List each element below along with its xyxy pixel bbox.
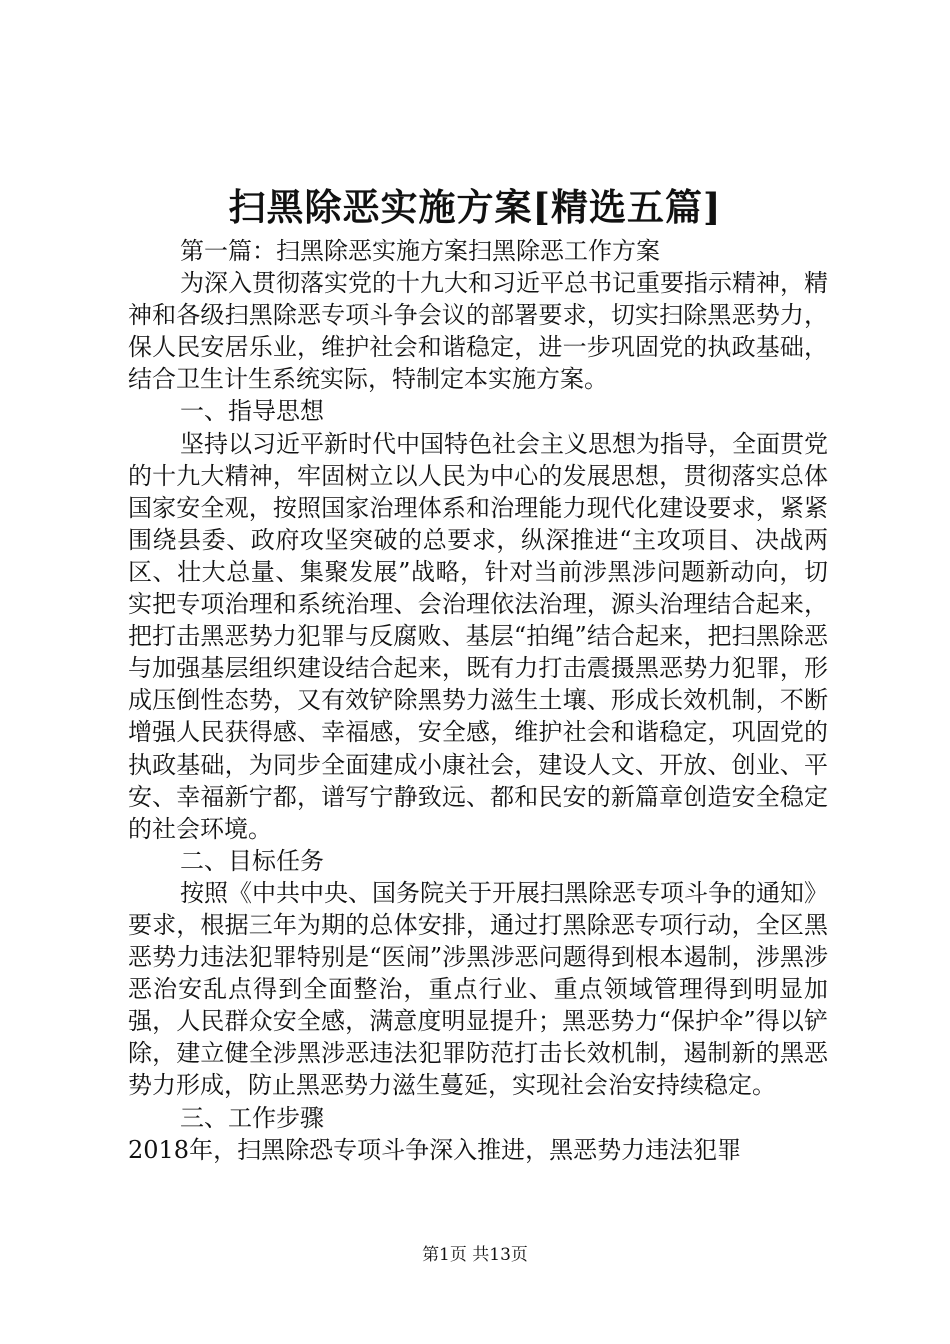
work-steps-paragraph: 2018年，扫黑除恐专项斗争深入推进，黑恶势力违法犯罪: [128, 1135, 742, 1164]
document-title: 扫黑除恶实施方案[精选五篇]: [228, 185, 722, 229]
section-heading-guiding-ideology: 一、指导思想: [180, 397, 324, 426]
intro-paragraph: 为深入贯彻落实党的十九大和习近平总书记重要指示精神，精神和各级扫黑除恶专项斗争会议的部署要求，切实扫除黑恶势力，保人民安居乐业，维护社会和谐稳定，进一步巩固党的执政基础，结合卫生计生系统实际，特制定本实施方案。: [128, 269, 828, 394]
section-heading-part-one: 第一篇：扫黑除恶实施方案扫黑除恶工作方案: [180, 237, 660, 265]
section-heading-goals: 二、目标任务: [180, 846, 324, 875]
goals-paragraph: 按照《中共中央、国务院关于开展扫黑除恶专项斗争的通知》要求，根据三年为期的总体安排，通过打黑除恶专项行动，全区黑恶势力违法犯罪特别是“医闹”涉黑涉恶问题得到根本遏制，涉黑涉恶治安乱点得到全面整治，重点行业、重点领域管理得到明显加强，人民群众安全感，满意度明显提升；黑恶势力“保护伞”得以铲除，建立健全涉黑涉恶违法犯罪防范打击长效机制，遏制新的黑恶势力形成，防止黑恶势力滋生蔓延，实现社会治安持续稳定。: [128, 878, 828, 1100]
page-number-footer: 第1页 共13页: [422, 1245, 528, 1265]
section-heading-work-steps: 三、工作步骤: [180, 1103, 324, 1132]
guiding-ideology-paragraph: 坚持以习近平新时代中国特色社会主义思想为指导，全面贯党的十九大精神，牢固树立以人民为中心的发展思想，贯彻落实总体国家安全观，按照国家治理体系和治理能力现代化建设要求，紧紧围绕县委、政府攻坚突破的总要求，纵深推进“主攻项目、决战两区、壮大总量、集聚发展”战略，针对当前涉黑涉问题新动向，切实把专项治理和系统治理、会治理依法治理，源头治理结合起来，把打击黑恶势力犯罪与反腐败、基层“拍绳”结合起来，把扫黑除恶与加强基层组织建设结合起来，既有力打击震摄黑恶势力犯罪，形成压倒性态势，又有效铲除黑势力滋生土壤、形成长效机制，不断增强人民获得感、幸福感，安全感，维护社会和谐稳定，巩固党的执政基础，为同步全面建成小康社会，建设人文、开放、创业、平安、幸福新宁都，谱写宁静致远、都和民安的新篇章创造安全稳定的社会环境。: [128, 429, 828, 843]
document-body: [128, 235, 828, 1166]
